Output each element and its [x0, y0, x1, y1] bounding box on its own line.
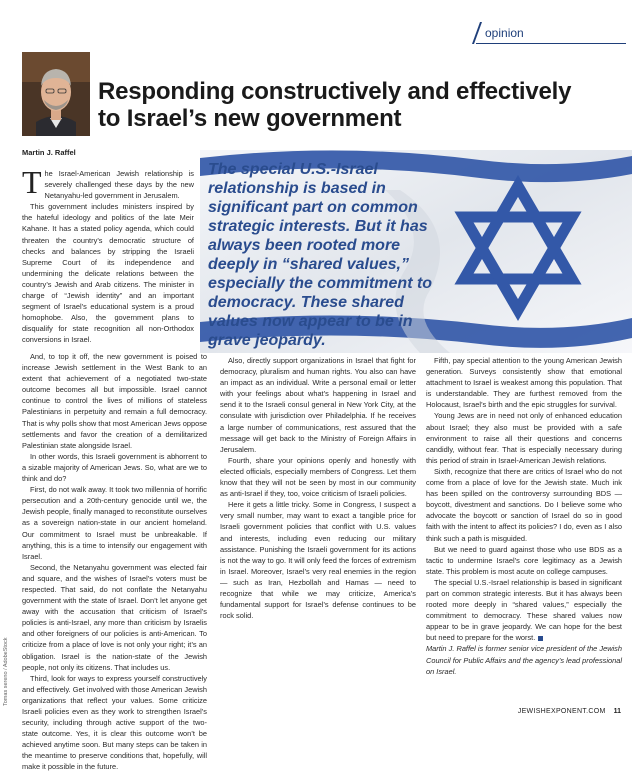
paragraph-fifth: Fifth, pay special attention to the young American Jewish generation. Surveys consistently show that emotional attachment to Israel is weakest among this population. That is understandable. They are furthest removed from the Holocaust, Israel’s birth and the epic struggles for survival. [426, 356, 622, 410]
intro-paragraph [22, 164, 194, 201]
paragraph-fourth: Fourth, share your opinions openly and honestly with elected officials, especially members of Congress. Let them know that they will not be seen by most in our community as anti-Israel if they, too, voice criticism of Israeli policies. [220, 455, 416, 499]
paragraph-third: Third, look for ways to express yourself constructively and effectively. Get involved with those American Jewish organizations that reflect your values. Some criticize Israeli policies even as they work to strengthen Israel’s security, including through active support of the two-state outcome. Yes, it is clear this outcome won’t be achieved anytime soon. But many steps can be taken in the meantime to preserve conditions that, hopefully, will make it possible in the future. [22, 673, 207, 772]
drop-cap: T [22, 164, 42, 200]
paragraph-first: First, do not walk away. It took two millennia of horrific persecution and a 20th-century genocide until we, the Jewish people, finally managed to reconstitute ourselves as a sovereign nation-state in our ancient homeland. Our commitment to Israel must be unbreakable. If anything, this is a time to intensify our engagement with Israel. [22, 485, 207, 561]
headline-line-2: to Israel’s new government [98, 105, 402, 132]
paragraph-young: Young Jews are in need not only of enhanced education about Israel; they also must be provided with a safe environment to raise all their questions and concerns candidly, without fear. That is especially necessary during this period of strain in Israel-American Jewish relations. [426, 411, 622, 465]
section-slash [472, 22, 482, 44]
paragraph-here: Here it gets a little tricky. Some in Congress, I suspect a very small number, may want to exact a tangible price for Israeli government policies that conflict with U.S. values and interests, including even reducing our military assistance. Punishing the Israeli government for its actions is not the way to go. It will only feed the forces of extremism in Israel. Moreover, Israel’s very real enemies in the region — such as Iran, Hezbollah and Hamas — need to recognize that while we may criticize, America’s fundamental support for Israel’s defense continues to be rock solid. [220, 500, 416, 621]
paragraph-second: Second, the Netanyahu government was elected fair and square, and the wishes of Israel’s voters must be respected. That said, do not conflate the Netanyahu government with the state of Israel. Don’t let anyone get away with the accusation that criticism of Israel’s policies is anti-Israel, any more than criticism by Israelis and other foreigners of our policies is anti-American. To criticize from a place of love is not only your right; it’s an obligation. Israel is the nation-state of the Jewish people, not only its citizens. That includes us. [22, 562, 207, 672]
byline: Martin J. Raffel [22, 148, 76, 157]
closing-text: The special U.S.-Israel relationship is based in significant part on common strategic interests. But it has always been rooted more deeply in “shared values,” especially the commitment to democracy. These shared values now appear to be in grave jeopardy. We can hope for the best but need to prepare for the worst. [426, 577, 622, 643]
photo-credit [3, 637, 15, 706]
article-column-2 [220, 355, 416, 621]
author-photo [22, 52, 90, 136]
paragraph-special [426, 577, 622, 644]
article-column-3 [426, 355, 622, 677]
paragraph-but: But we need to guard against those who use BDS as a tactic to undermine Israel’s core legitimacy as a Jewish state. This problem is most acute on college campuses. [426, 544, 622, 576]
author-bio: Martin J. Raffel is former senior vice president of the Jewish Council for Public Affairs and the agency’s lead professional on Israel. [426, 644, 622, 676]
paragraph-and-to-top: And, to top it off, the new government is poised to increase Jewish settlement in the West Bank to an extent that achievement of a negotiated two-state outcome becomes all but impossible. Israel cannot continue to control the lives of millions of stateless Palestinians in perpetuity and remain a full democracy. That is why polls show that most American Jews oppose settlements and favor the creation of a demilitarized Palestinian state alongside Israel. [22, 352, 207, 450]
paragraph-sixth: Sixth, recognize that there are critics of Israel who do not come from a place of love for the Jewish state. Much ink has been spilled on the controversy surrounding BDS — boycott, divestment and sanctions. Do I believe some who advocate the boycott or sanction of Israel do so in good faith with the intent to affect its policies? I do, even as I also think such a path is misguided. [426, 466, 622, 543]
footer-site: JEWISHEXPONENT.COM [517, 708, 606, 715]
headline [98, 78, 628, 132]
section-label: opinion [485, 26, 524, 40]
paragraph-also: Also, directly support organizations in Israel that fight for democracy, pluralism and human rights. You also can have an impact as an individual. Write a personal email or letter with your feelings about what’s happening in Israel and send it to the Israeli consul general in New York City, at the consulate with jurisdiction over Philadelphia. If he receives a large number of communications, rest assured that the message will get back to the Ministry of Foreign Affairs in Jerusalem. [220, 356, 416, 454]
intro-text: he Israel-American Jewish relationship is severely challenged these days by the new Netanyahu-led government in Jerusalem. [44, 169, 194, 201]
photo-credit-text: Tomas sereno / AdobeStock [3, 637, 9, 706]
paragraph-this-government: This government includes ministers inspired by the hateful ideology and politics of the late Meir Kahane. It has a stated policy agenda, which could threaten the country’s democratic structure of checks and balances by stripping the Israeli Supreme Court of its independence and undermining the delicate relations between the country’s Jewish and Arab citizens. The minister in charge of “Jewish identity” and an important segment of Israel’s educational system is a proud homophobe. Also, the government plans to disqualify for state recognition all non-Orthodox conversions in Israel. [22, 202, 194, 345]
headline-line-1: Responding constructively and effectively [98, 78, 572, 105]
pull-quote: The special U.S.-Israel relationship is based in significant part on common strategic interests. But it has always been rooted more deeply in “shared values,” especially the commitment to democracy. These shared values now appear to be in grave jeopardy. [208, 161, 433, 349]
section-tag [476, 22, 626, 44]
page-footer [518, 708, 621, 715]
end-mark [538, 636, 543, 641]
paragraph-in-other-words: In other words, this Israeli government is abhorrent to a sizable majority of American Jews. So, what are we to think and do? [22, 451, 207, 484]
article-column-1-top [22, 164, 194, 346]
article-column-1-bottom [22, 351, 207, 773]
page-number: 11 [613, 708, 621, 715]
section-rule [476, 43, 626, 44]
